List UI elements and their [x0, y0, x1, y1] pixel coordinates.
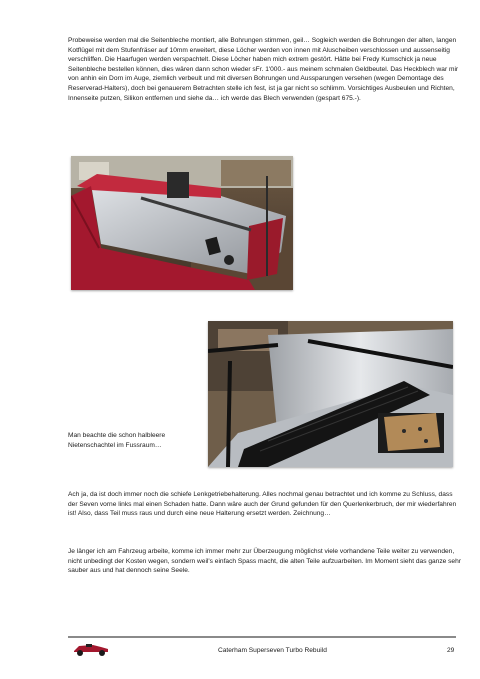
- paragraph-side-panels: Probeweise werden mal die Seitenbleche montiert, alle Bohrungen stimmen, geil… Sogleich werden die Bohrungen der alten, langen Kotflügel mit dem Stufenfräser auf 10mm erweitert, diese Löcher werden von innen mit Aluscheiben verschlossen und aussenseitig verschliffen. Die Haarfugen werden verspachtelt. Diese Löcher haben mich extrem gestört. Hätte bei Fredy Kumschick ja neue Seitenbleche bestellen können, dies wären dann schon wieder sFr. 1'000.- aus meinem schmalen Geldbeutel. Das Heckblech war mir von anhin ein Dorn im Auge, ziemlich verbeult und mit diversen Bohrungen und Aussparungen versehen (wegen Demontage des Reserverad-Halters), doch bei genauerem Betrachten stelle ich fest, ist ja gar nicht so schlimm. Vorsichtiges Ausbeulen und Richten, Innenseite putzen, Silikon entfernen und siehe da… ich werde das Blech verwenden (gespart 675.-).: [68, 37, 459, 102]
- car-body-image: [71, 156, 293, 290]
- footer-divider: [68, 636, 456, 638]
- page-number: 29: [447, 647, 455, 654]
- footer-title: Caterham Superseven Turbo Rebuild: [218, 647, 327, 654]
- photo-car-body-side-panels: [71, 156, 293, 290]
- car-logo-icon: [71, 641, 111, 657]
- paragraph-steering-rack: Ach ja, da ist doch immer noch die schiefe Lenkgetriebehalterung. Alles nochmal genau betrachtet und ich komme zu Schluss, dass der Seven vorne links mal einen Schaden hatte. Dann wäre auch der Grund gefunden für den Querlenkerbruch, der mir wiederfahren ist! Also, dass Teil muss raus und durch eine neue Halterung ersetzt werden. Zeichnung…: [68, 491, 457, 518]
- photo-car-interior-footwell: [208, 321, 453, 467]
- car-interior-image: [208, 321, 453, 467]
- photo-caption: Man beachte die schon halbleere Nietenschachtel im Fussraum…: [68, 432, 166, 449]
- paragraph-reuse-parts: Je länger ich am Fahrzeug arbeite, komme ich immer mehr zur Überzeugung möglichst viele vorhandene Teile weiter zu verwenden, nicht unbedingt der Kosten wegen, sondern weil's einfach Spass macht, die alten Teile aufzuarbeiten. Im Moment sieht das ganze sehr sauber aus und hat dennoch seine Seele.: [68, 548, 461, 575]
